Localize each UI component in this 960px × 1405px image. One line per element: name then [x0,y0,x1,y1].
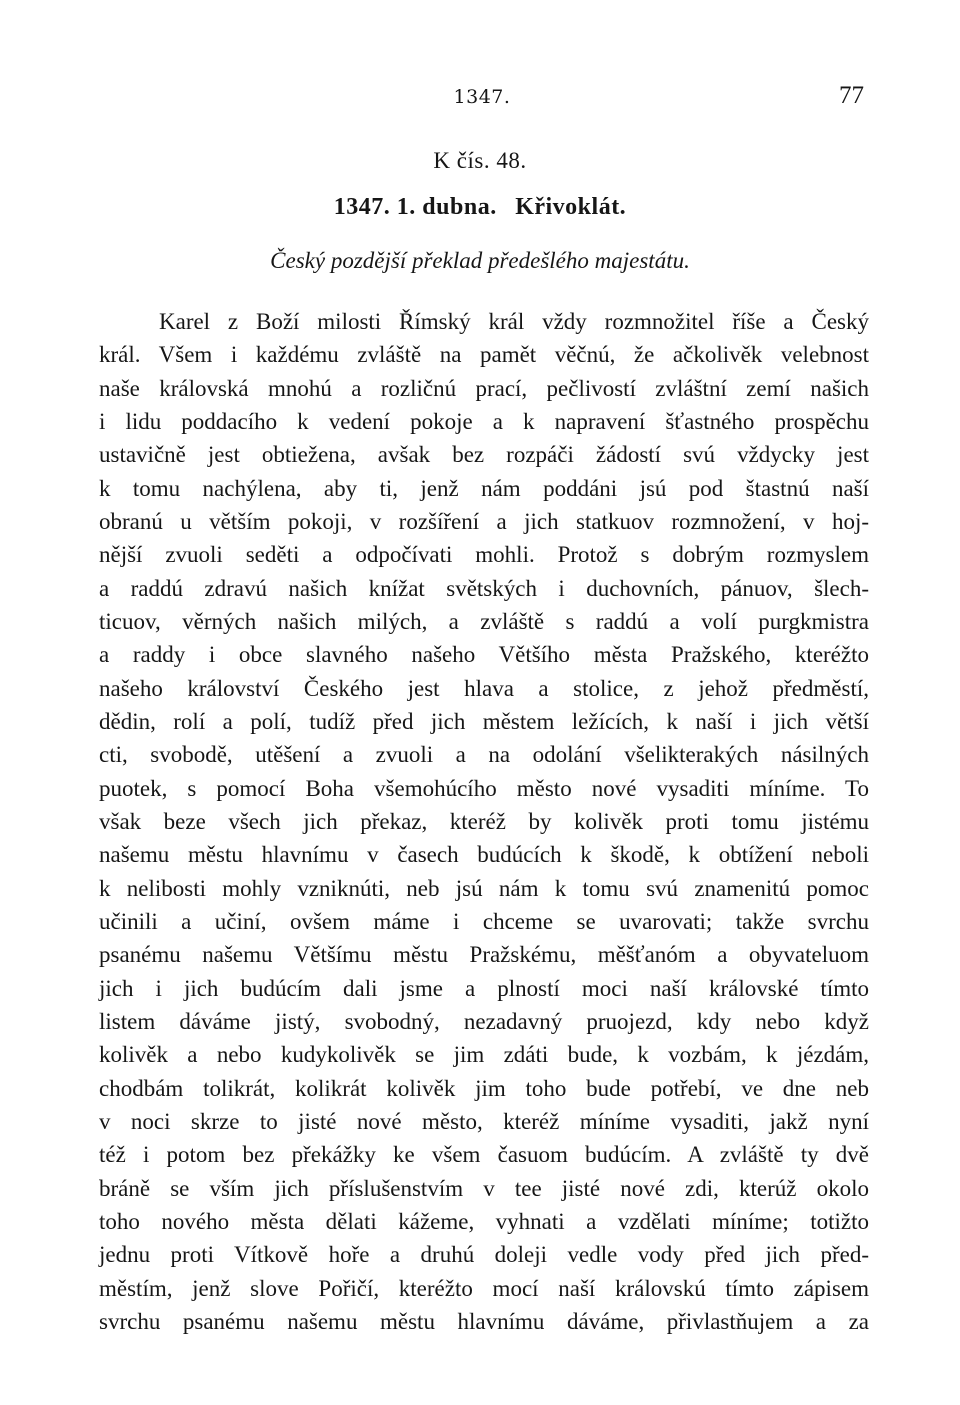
text-line: a raddy i obce slavného našeho Většího města Pražského, kteréžto [99,642,869,668]
text-line: král. Všem i každému zvláště na pamět věčnú, že ačkolivěk velebnost [99,342,869,368]
document-reference: K čís. 48. [433,148,527,173]
text-line: bráně se vším jich příslušenstvím v tee jisté nové zdi, kterúž okolo [99,1175,869,1201]
text-line: i lidu poddacího k vedení pokoje a k napravení šťastného prospěchu [99,408,869,434]
body-text [99,305,869,1338]
text-line: učinili a učiní, ovšem máme i chceme se uvarovati; takže svrchu [99,908,869,934]
running-year: 1347. [453,86,511,108]
text-line: obranú u větším pokoji, v rozšíření a jich statkuov rozmnožení, v hoj- [99,508,869,534]
text-line: toho nového města dělati kážeme, vyhnati a vzdělati míníme; totižto [99,1208,869,1234]
text-line: svrchu psanému našemu městu hlavnímu dáváme, přivlastňujem a za [99,1308,869,1334]
text-line: chodbám tolikrát, kolikrát kolivěk jim toho bude potřebí, ve dne neb [99,1075,869,1101]
text-line: našemu městu hlavnímu v časech budúcích k škodě, k obtížení neboli [99,842,869,868]
text-line: však beze všech jich překaz, kteréž by kolivěk proti tomu jistému [99,808,869,834]
document-subtitle: Český pozdější překlad předešlého majestátu. [270,248,690,273]
text-line: Karel z Boží milosti Římský král vždy rozmnožitel říše a Český [159,309,869,334]
text-line: a raddú zdravú našich knížat světských i duchovních, pánuov, šlech- [99,575,869,601]
text-line: nější zvuoli seděti a odpočívati mohli. Protož s dobrým rozmyslem [99,542,869,568]
text-line: jich i jich budúcím dali jsme a plností moci naší královské tímto [99,975,869,1001]
text-line: jednu proti Vítkově hoře a druhú doleji vedle vody před jich před- [99,1242,869,1268]
text-line: listem dáváme jistý, svobodný, nezadavný pruojezd, kdy nebo když [99,1008,869,1034]
date-line [0,194,960,221]
text-line: ticuov, věrných našich milých, a zvláště s raddú a volí purgkmistra [99,608,869,634]
text-line: ustavičně jest obtiežena, avšak bez rozpáči žádostí svú vždycky jest [99,442,869,468]
text-line: k nelibosti mohly vzniknúti, neb jsú nám k tomu svú znamenitú pomoc [99,875,869,901]
text-line: v noci skrze to jisté nové město, kteréž míníme vysaditi, jakž nyní [99,1108,869,1134]
text-line: našeho království Českého jest hlava a stolice, z jehož předměstí, [99,675,869,701]
text-line: též i potom bez překážky ke všem časuom budúcím. A zvláště ty dvě [99,1142,869,1168]
text-line: kolivěk a nebo kudykolivěk se jim zdáti bude, k vozbám, k jézdám, [99,1042,869,1068]
text-line: městím, jenž slove Pořičí, kteréžto mocí naší královskú tímto zápisem [99,1275,869,1301]
text-line: cti, svobodě, utěšení a zvuoli a na odolání všelikterakých násilných [99,742,869,768]
running-head [98,82,866,116]
document-place: Křivoklát. [515,194,627,220]
document-date: 1347. 1. dubna. [333,194,497,220]
text-line: puotek, s pomocí Boha všemohúcího město nové vysaditi míníme. To [99,775,869,801]
text-line: psanému našemu Většímu městu Pražskému, měšťanóm a obyvateluom [99,942,869,968]
text-line: k tomu nachýlena, aby ti, jenž nám poddáni jsú pod štastnú naší [99,475,869,501]
page-number: 77 [839,82,864,109]
text-line: dědin, rolí a polí, tudíž před jich městem ležících, k naší i jich větší [99,708,869,734]
text-line: naše královská mnohú a rozličnú prací, pečlivostí zvláštní zemí našich [99,375,869,401]
